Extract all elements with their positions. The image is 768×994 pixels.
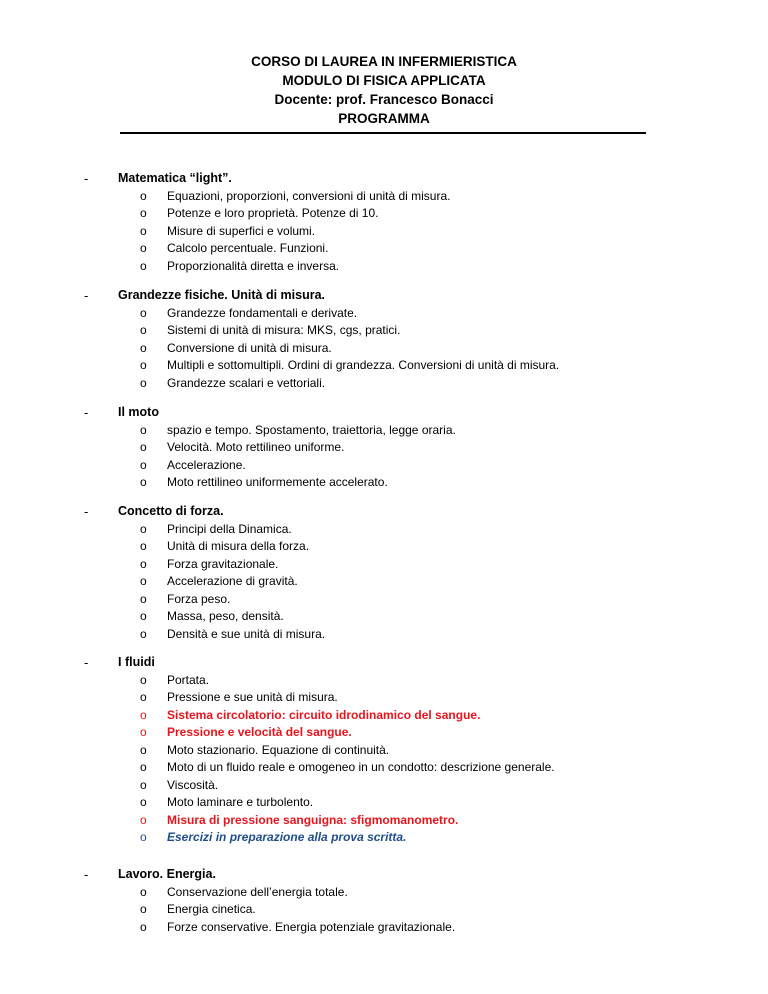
section-item-list — [0, 188, 768, 276]
list-item-text: Moto laminare e turbolento. — [167, 795, 314, 809]
list-item — [0, 689, 768, 707]
program-heading: PROGRAMMA — [338, 111, 430, 126]
module-title: MODULO DI FISICA APPLICATA — [282, 73, 486, 88]
section-dash-bullet: - — [84, 288, 89, 303]
course-title: CORSO DI LAUREA IN INFERMIERISTICA — [251, 54, 517, 69]
section-dash-bullet: - — [84, 867, 89, 882]
list-item — [0, 223, 768, 241]
list-item — [0, 457, 768, 475]
circle-bullet-icon: o — [140, 884, 147, 899]
list-item-text: Conversione di unità di misura. — [167, 340, 332, 355]
list-item — [0, 357, 768, 375]
circle-bullet-icon: o — [140, 609, 147, 623]
list-item-text: spazio e tempo. Spostamento, traiettoria, legge oraria. — [167, 422, 456, 437]
list-item-text: Conservazione dell’energia totale. — [167, 884, 348, 899]
circle-bullet-icon: o — [140, 457, 147, 472]
list-item — [0, 626, 768, 644]
list-item — [0, 901, 768, 919]
list-item-text: Proporzionalità diretta e inversa. — [167, 258, 340, 273]
list-item — [0, 608, 768, 626]
list-item — [0, 240, 768, 258]
circle-bullet-icon: o — [140, 258, 147, 273]
list-item-text: Massa, peso, densità. — [167, 609, 284, 623]
section-dash-bullet: - — [84, 504, 89, 519]
circle-bullet-icon: o — [140, 556, 147, 571]
circle-bullet-icon: o — [140, 777, 147, 792]
list-item — [0, 919, 768, 937]
circle-bullet-icon: o — [140, 574, 147, 588]
circle-bullet-icon: o — [140, 672, 147, 687]
list-item-text: Velocità. Moto rettilineo uniforme. — [167, 440, 345, 454]
list-item-text: Forze conservative. Energia potenziale gravitazionale. — [167, 919, 456, 934]
circle-bullet-icon: o — [140, 358, 147, 372]
list-item — [0, 258, 768, 276]
list-item-text: Grandezze fondamentali e derivate. — [167, 305, 358, 320]
list-item — [0, 724, 768, 742]
list-item — [0, 422, 768, 440]
list-item-text: Accelerazione di gravità. — [167, 574, 298, 588]
list-item-text: Principi della Dinamica. — [167, 521, 292, 536]
section-item-list — [0, 521, 768, 644]
list-item — [0, 759, 768, 777]
list-item-text: Moto stazionario. Equazione di continuità. — [167, 742, 390, 757]
list-item — [0, 777, 768, 795]
list-item — [0, 205, 768, 223]
list-item — [0, 794, 768, 812]
circle-bullet-icon: o — [140, 830, 147, 844]
list-item-text: Portata. — [167, 672, 210, 687]
circle-bullet-icon: o — [140, 591, 147, 606]
list-item — [0, 439, 768, 457]
section-dash-bullet: - — [84, 405, 89, 420]
section-title: Concetto di forza. — [118, 504, 224, 518]
section-dash-bullet: - — [84, 655, 89, 670]
circle-bullet-icon: o — [140, 626, 147, 641]
list-item-text: Pressione e sue unità di misura. — [167, 690, 338, 704]
list-item-text: Pressione e velocità del sangue. — [167, 725, 352, 739]
circle-bullet-icon: o — [140, 795, 147, 809]
document-header — [0, 52, 768, 128]
list-item-text: Calcolo percentuale. Funzioni. — [167, 241, 329, 255]
section-title: Lavoro. Energia. — [118, 867, 216, 881]
list-item — [0, 829, 768, 847]
list-item — [0, 322, 768, 340]
list-item — [0, 742, 768, 760]
circle-bullet-icon: o — [140, 690, 147, 704]
list-item-text: Misure di superfici e volumi. — [167, 223, 316, 238]
list-item — [0, 707, 768, 725]
list-item-text: Moto rettilineo uniformemente accelerato. — [167, 475, 388, 489]
circle-bullet-icon: o — [140, 919, 147, 934]
list-item-text: Accelerazione. — [167, 457, 246, 472]
list-item-text: Misura di pressione sanguigna: sfigmomanometro. — [167, 812, 459, 827]
section-item-list — [0, 884, 768, 937]
section-dash-bullet: - — [84, 171, 89, 186]
list-item — [0, 884, 768, 902]
list-item-text: Potenze e loro proprietà. Potenze di 10. — [167, 206, 379, 220]
list-item — [0, 305, 768, 323]
circle-bullet-icon: o — [140, 305, 147, 320]
list-item-text: Viscosità. — [167, 777, 219, 792]
circle-bullet-icon: o — [140, 812, 147, 827]
circle-bullet-icon: o — [140, 475, 147, 489]
circle-bullet-icon: o — [140, 742, 147, 757]
list-item-text: Esercizi in preparazione alla prova scritta. — [167, 830, 407, 844]
list-item-text: Forza peso. — [167, 591, 231, 606]
list-item — [0, 521, 768, 539]
list-item — [0, 375, 768, 393]
circle-bullet-icon: o — [140, 206, 147, 220]
circle-bullet-icon: o — [140, 725, 147, 739]
circle-bullet-icon: o — [140, 440, 147, 454]
list-item-text: Sistemi di unità di misura: MKS, cgs, pratici. — [167, 323, 401, 337]
list-item — [0, 340, 768, 358]
header-divider — [120, 132, 646, 134]
section-item-list — [0, 422, 768, 492]
list-item — [0, 188, 768, 206]
list-item — [0, 538, 768, 556]
list-item — [0, 556, 768, 574]
section-item-list — [0, 305, 768, 393]
section-title: Il moto — [118, 405, 159, 419]
list-item — [0, 573, 768, 591]
circle-bullet-icon: o — [140, 707, 147, 722]
section-item-list — [0, 672, 768, 847]
circle-bullet-icon: o — [140, 760, 147, 774]
section-title: Grandezze fisiche. Unità di misura. — [118, 288, 326, 302]
list-item — [0, 591, 768, 609]
list-item-text: Moto di un fluido reale e omogeneo in un condotto: descrizione generale. — [167, 760, 555, 774]
section-title: I fluidi — [118, 655, 155, 669]
list-item-text: Densità e sue unità di misura. — [167, 626, 326, 641]
list-item-text: Multipli e sottomultipli. Ordini di grandezza. Conversioni di unità di misura. — [167, 358, 560, 372]
list-item — [0, 474, 768, 492]
list-item-text: Grandezze scalari e vettoriali. — [167, 375, 326, 390]
teacher-line: Docente: prof. Francesco Bonacci — [274, 92, 494, 107]
circle-bullet-icon: o — [140, 902, 147, 916]
circle-bullet-icon: o — [140, 323, 147, 337]
circle-bullet-icon: o — [140, 521, 147, 536]
circle-bullet-icon: o — [140, 340, 147, 355]
circle-bullet-icon: o — [140, 422, 147, 437]
section-title: Matematica “light”. — [118, 171, 232, 185]
circle-bullet-icon: o — [140, 375, 147, 390]
circle-bullet-icon: o — [140, 188, 147, 203]
circle-bullet-icon: o — [140, 241, 147, 255]
circle-bullet-icon: o — [140, 223, 147, 238]
list-item-text: Energia cinetica. — [167, 902, 256, 916]
list-item — [0, 672, 768, 690]
list-item — [0, 812, 768, 830]
list-item-text: Unità di misura della forza. — [167, 539, 310, 553]
circle-bullet-icon: o — [140, 539, 147, 553]
list-item-text: Forza gravitazionale. — [167, 556, 279, 571]
list-item-text: Sistema circolatorio: circuito idrodinamico del sangue. — [167, 707, 481, 722]
list-item-text: Equazioni, proporzioni, conversioni di unità di misura. — [167, 188, 451, 203]
